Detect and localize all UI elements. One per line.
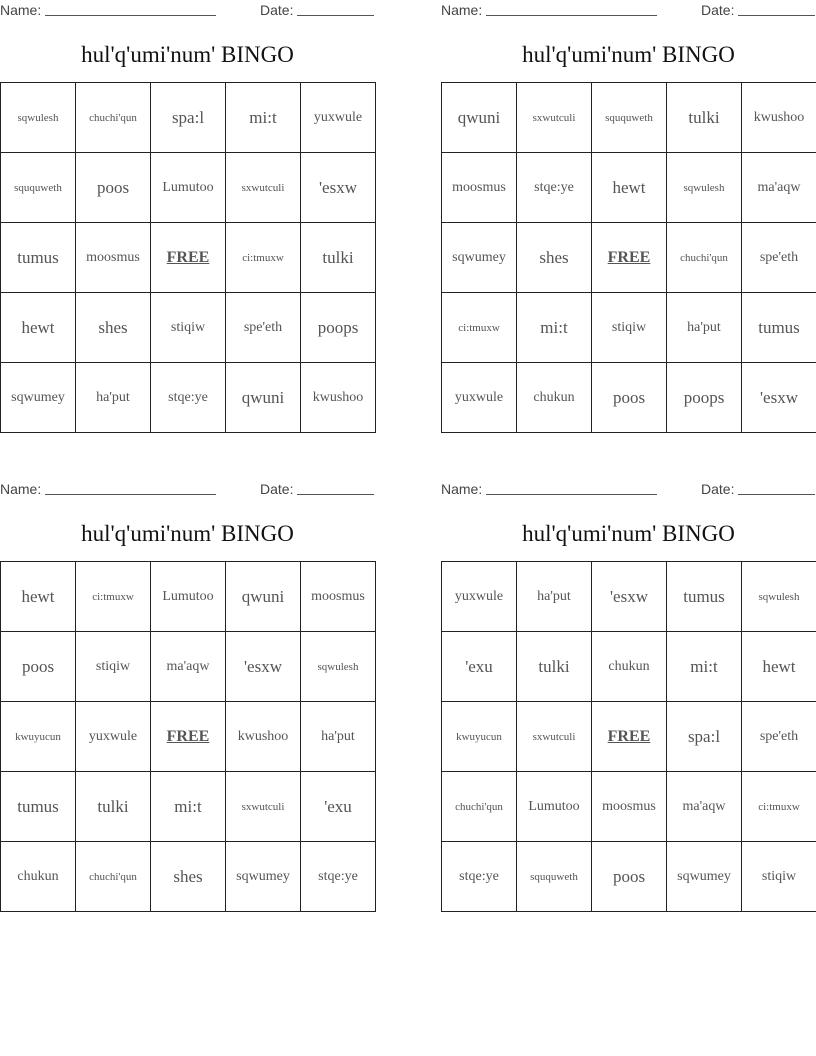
bingo-card <box>441 479 816 912</box>
bingo-cell: tulki <box>301 223 376 293</box>
bingo-cell: moosmus <box>442 153 517 223</box>
bingo-cell: stqe:ye <box>442 842 517 912</box>
bingo-cell: mi:t <box>667 632 742 702</box>
bingo-cell: mi:t <box>226 83 301 153</box>
bingo-cell: sqwulesh <box>1 83 76 153</box>
bingo-cell: shes <box>517 223 592 293</box>
bingo-cell: moosmus <box>592 772 667 842</box>
bingo-cell: hewt <box>1 562 76 632</box>
date-label: Date: <box>701 481 735 497</box>
bingo-cell: sqwulesh <box>301 632 376 702</box>
bingo-row <box>442 772 816 842</box>
bingo-cell: sxwutculi <box>226 153 301 223</box>
bingo-cell: yuxwule <box>76 702 151 772</box>
bingo-cell: kwuyucun <box>442 702 517 772</box>
bingo-cell: chuchi'qun <box>76 83 151 153</box>
bingo-row <box>442 83 816 153</box>
bingo-row <box>1 562 376 632</box>
bingo-cell: poos <box>592 842 667 912</box>
bingo-cell: kwuyucun <box>1 702 76 772</box>
bingo-cell: chukun <box>517 363 592 433</box>
bingo-cell: ha'put <box>667 293 742 363</box>
bingo-row <box>1 293 376 363</box>
name-blank-line <box>486 2 657 16</box>
card-header <box>441 479 816 501</box>
date-label: Date: <box>260 481 294 497</box>
bingo-row <box>442 842 816 912</box>
bingo-row <box>442 293 816 363</box>
bingo-card <box>441 0 816 433</box>
bingo-cell: sqwumey <box>667 842 742 912</box>
bingo-cell: yuxwule <box>442 562 517 632</box>
bingo-cell: kwushoo <box>742 83 816 153</box>
bingo-row <box>442 562 816 632</box>
bingo-cell: sqwumey <box>226 842 301 912</box>
card-header <box>441 0 816 22</box>
card-title: hul'q'umi'num' BINGO <box>81 521 294 546</box>
name-label: Name: <box>0 2 42 18</box>
bingo-cell: sququweth <box>517 842 592 912</box>
bingo-cell: ci:tmuxw <box>76 562 151 632</box>
bingo-cell: tumus <box>1 772 76 842</box>
bingo-cell: poops <box>667 363 742 433</box>
bingo-cell: qwuni <box>226 363 301 433</box>
bingo-cell: 'exu <box>301 772 376 842</box>
bingo-cell: qwuni <box>226 562 301 632</box>
bingo-cell: poos <box>592 363 667 433</box>
bingo-cell: ci:tmuxw <box>226 223 301 293</box>
bingo-row <box>442 153 816 223</box>
name-label: Name: <box>0 481 42 497</box>
bingo-cell: stiqiw <box>592 293 667 363</box>
bingo-cell: chukun <box>592 632 667 702</box>
bingo-cell: sqwumey <box>442 223 517 293</box>
bingo-cell: 'esxw <box>301 153 376 223</box>
date-blank-line <box>297 2 374 16</box>
bingo-cell: stqe:ye <box>151 363 226 433</box>
bingo-cell: sqwumey <box>1 363 76 433</box>
bingo-row <box>442 632 816 702</box>
bingo-cell: chukun <box>1 842 76 912</box>
bingo-cell: sxwutculi <box>226 772 301 842</box>
name-blank-line <box>486 481 657 495</box>
bingo-card <box>0 0 375 433</box>
bingo-grid <box>441 561 816 912</box>
name-blank-line <box>45 481 216 495</box>
name-field <box>0 481 216 497</box>
bingo-cell: shes <box>151 842 226 912</box>
bingo-cell: sququweth <box>592 83 667 153</box>
bingo-cell: 'exu <box>442 632 517 702</box>
bingo-cell: sqwulesh <box>667 153 742 223</box>
free-space: FREE <box>151 223 226 293</box>
name-field <box>441 481 657 497</box>
bingo-row <box>1 842 376 912</box>
bingo-cell: chuchi'qun <box>76 842 151 912</box>
bingo-cell: 'esxw <box>742 363 816 433</box>
bingo-cell: spa:l <box>151 83 226 153</box>
bingo-cell: chuchi'qun <box>442 772 517 842</box>
bingo-cell: moosmus <box>301 562 376 632</box>
name-label: Name: <box>441 2 483 18</box>
free-space: FREE <box>151 702 226 772</box>
name-field <box>0 2 216 18</box>
bingo-cell: 'esxw <box>592 562 667 632</box>
bingo-cell: spe'eth <box>226 293 301 363</box>
bingo-cell: ma'aqw <box>667 772 742 842</box>
date-label: Date: <box>260 2 294 18</box>
name-blank-line <box>45 2 216 16</box>
bingo-cell: stqe:ye <box>517 153 592 223</box>
bingo-cell: tumus <box>742 293 816 363</box>
bingo-cell: poops <box>301 293 376 363</box>
date-field <box>260 2 374 18</box>
date-blank-line <box>297 481 374 495</box>
bingo-cell: ci:tmuxw <box>742 772 816 842</box>
bingo-cell: Lumutoo <box>151 562 226 632</box>
bingo-row <box>1 83 376 153</box>
bingo-cell: kwushoo <box>301 363 376 433</box>
bingo-cell: poos <box>76 153 151 223</box>
bingo-cell: hewt <box>1 293 76 363</box>
bingo-row <box>442 702 816 772</box>
bingo-cell: sxwutculi <box>517 83 592 153</box>
bingo-cell: Lumutoo <box>151 153 226 223</box>
bingo-cell: spe'eth <box>742 223 816 293</box>
date-blank-line <box>738 2 815 16</box>
bingo-cell: sququweth <box>1 153 76 223</box>
bingo-cell: ha'put <box>301 702 376 772</box>
name-label: Name: <box>441 481 483 497</box>
card-title: hul'q'umi'num' BINGO <box>522 521 735 546</box>
bingo-cell: ha'put <box>76 363 151 433</box>
bingo-row <box>1 702 376 772</box>
bingo-row <box>442 363 816 433</box>
bingo-cell: spe'eth <box>742 702 816 772</box>
bingo-cell: tumus <box>1 223 76 293</box>
bingo-row <box>442 223 816 293</box>
bingo-cell: ma'aqw <box>742 153 816 223</box>
bingo-cell: ha'put <box>517 562 592 632</box>
bingo-grid <box>441 82 816 433</box>
date-blank-line <box>738 481 815 495</box>
bingo-cell: qwuni <box>442 83 517 153</box>
bingo-cell: stiqiw <box>742 842 816 912</box>
bingo-cell: mi:t <box>517 293 592 363</box>
bingo-cell: ma'aqw <box>151 632 226 702</box>
bingo-cell: tulki <box>76 772 151 842</box>
card-header <box>0 0 375 22</box>
bingo-cell: moosmus <box>76 223 151 293</box>
bingo-cell: stiqiw <box>76 632 151 702</box>
bingo-cell: hewt <box>742 632 816 702</box>
date-field <box>701 2 815 18</box>
bingo-cell: sqwulesh <box>742 562 816 632</box>
free-space: FREE <box>592 223 667 293</box>
bingo-cell: yuxwule <box>442 363 517 433</box>
date-field <box>260 481 374 497</box>
card-title: hul'q'umi'num' BINGO <box>522 42 735 67</box>
bingo-cell: shes <box>76 293 151 363</box>
bingo-row <box>1 363 376 433</box>
date-field <box>701 481 815 497</box>
bingo-cell: tumus <box>667 562 742 632</box>
bingo-grid <box>0 561 376 912</box>
bingo-cell: sxwutculi <box>517 702 592 772</box>
bingo-cell: spa:l <box>667 702 742 772</box>
bingo-row <box>1 632 376 702</box>
card-title: hul'q'umi'num' BINGO <box>81 42 294 67</box>
bingo-cell: stqe:ye <box>301 842 376 912</box>
bingo-cell: chuchi'qun <box>667 223 742 293</box>
bingo-cell: hewt <box>592 153 667 223</box>
bingo-cell: kwushoo <box>226 702 301 772</box>
name-field <box>441 2 657 18</box>
bingo-cell: tulki <box>667 83 742 153</box>
date-label: Date: <box>701 2 735 18</box>
free-space: FREE <box>592 702 667 772</box>
bingo-cell: ci:tmuxw <box>442 293 517 363</box>
bingo-row <box>1 223 376 293</box>
bingo-card <box>0 479 375 912</box>
bingo-cell: 'esxw <box>226 632 301 702</box>
bingo-row <box>1 772 376 842</box>
bingo-cell: yuxwule <box>301 83 376 153</box>
bingo-cell: mi:t <box>151 772 226 842</box>
bingo-cell: tulki <box>517 632 592 702</box>
bingo-cell: stiqiw <box>151 293 226 363</box>
bingo-cell: poos <box>1 632 76 702</box>
bingo-grid <box>0 82 376 433</box>
card-header <box>0 479 375 501</box>
bingo-cell: Lumutoo <box>517 772 592 842</box>
bingo-row <box>1 153 376 223</box>
